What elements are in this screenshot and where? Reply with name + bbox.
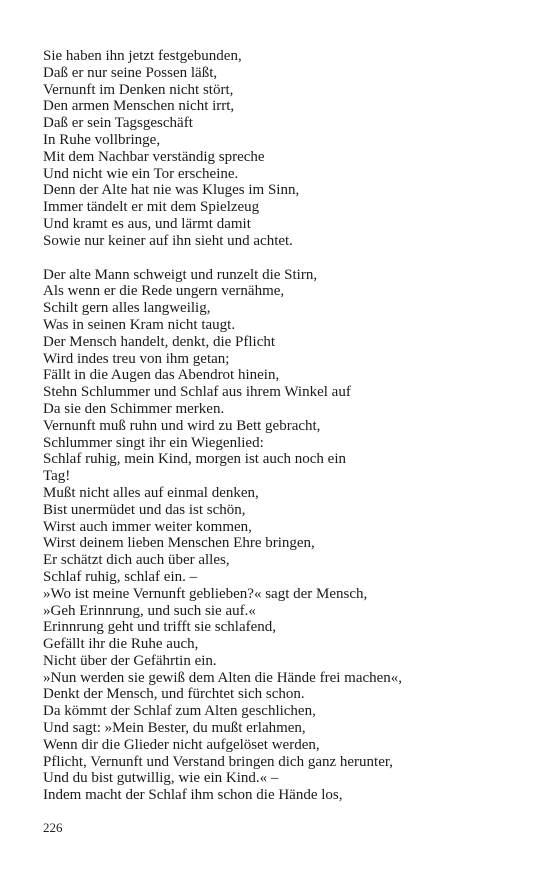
poem-line: Der alte Mann schweigt und runzelt die Stirn, [43, 266, 318, 283]
poem-line: Denkt der Mensch, und fürchtet sich schon. [43, 686, 305, 703]
poem-line: Schlaf ruhig, schlaf ein. – [43, 568, 198, 585]
poem-line: Vernunft muß ruhn und wird zu Bett gebracht, [43, 417, 321, 434]
poem-line: Fällt in die Augen das Abendrot hinein, [43, 367, 280, 384]
poem-line: Wird indes treu von ihm getan; [43, 350, 230, 367]
poem-line: Den armen Menschen nicht irrt, [43, 98, 235, 115]
poem-line: Schlummer singt ihr ein Wiegenlied: [43, 434, 264, 451]
poem-line: In Ruhe vollbringe, [43, 131, 161, 148]
poem-line: Erinnrung geht und trifft sie schlafend, [43, 619, 276, 636]
poem-line: Wirst auch immer weiter kommen, [43, 518, 252, 535]
poem-line: Und sagt: »Mein Bester, du mußt erlahmen, [43, 720, 306, 737]
poem-line: Stehn Schlummer und Schlaf aus ihrem Winkel auf [43, 384, 351, 401]
poem-line: »Wo ist meine Vernunft geblieben?« sagt der Mensch, [43, 585, 368, 602]
poem-line: Vernunft im Denken nicht stört, [43, 81, 234, 98]
stanza-2 [43, 267, 513, 805]
poem-line: Sie haben ihn jetzt festgebunden, [43, 48, 242, 64]
poem-line: Wirst deinem lieben Menschen Ehre bringen, [43, 535, 315, 552]
poem-line: Tag! [43, 468, 71, 485]
poem-line: Bist unermüdet und das ist schön, [43, 501, 246, 518]
poem-line: Nicht über der Gefährtin ein. [43, 652, 217, 669]
stanza-1 [43, 48, 513, 250]
poem-line: Er schätzt dich auch über alles, [43, 552, 230, 569]
poem-body [43, 48, 513, 804]
poem-line: Und du bist gutwillig, wie ein Kind.« – [43, 770, 279, 787]
poem-line: Schilt gern alles langweilig, [43, 300, 211, 317]
poem-line: Und nicht wie ein Tor erscheine. [43, 165, 239, 182]
poem-line: Und kramt es aus, und lärmt damit [43, 215, 251, 232]
poem-line: Denn der Alte hat nie was Kluges im Sinn, [43, 182, 300, 199]
poem-line: Pflicht, Vernunft und Verstand bringen dich ganz herunter, [43, 753, 394, 770]
page-number: 226 [43, 820, 63, 835]
poem-line: »Nun werden sie gewiß dem Alten die Hände frei machen«, [43, 669, 403, 686]
poem-line: Daß er sein Tagsgeschäft [43, 115, 193, 132]
poem-line: Der Mensch handelt, denkt, die Pflicht [43, 333, 276, 350]
poem-line: Wenn dir die Glieder nicht aufgelöset werden, [43, 736, 320, 753]
poem-line: Indem macht der Schlaf ihm schon die Hände los, [43, 787, 343, 804]
poem-line: Schlaf ruhig, mein Kind, morgen ist auch noch ein [43, 451, 346, 468]
poem-line: »Geh Erinnrung, und such sie auf.« [43, 602, 256, 619]
poem-line: Mit dem Nachbar verständig spreche [43, 148, 265, 165]
poem-line: Mußt nicht alles auf einmal denken, [43, 484, 259, 501]
poem-line: Was in seinen Kram nicht taugt. [43, 316, 236, 333]
poem-line: Da sie den Schimmer merken. [43, 400, 225, 417]
poem-line: Sowie nur keiner auf ihn sieht und achtet. [43, 232, 293, 249]
poem-line: Gefällt ihr die Ruhe auch, [43, 636, 199, 653]
poem-line: Immer tändelt er mit dem Spielzeug [43, 199, 260, 216]
poem-line: Daß er nur seine Possen läßt, [43, 64, 218, 81]
poem-line: Da kömmt der Schlaf zum Alten geschlichen, [43, 703, 316, 720]
poem-line: Als wenn er die Rede ungern vernähme, [43, 283, 285, 300]
